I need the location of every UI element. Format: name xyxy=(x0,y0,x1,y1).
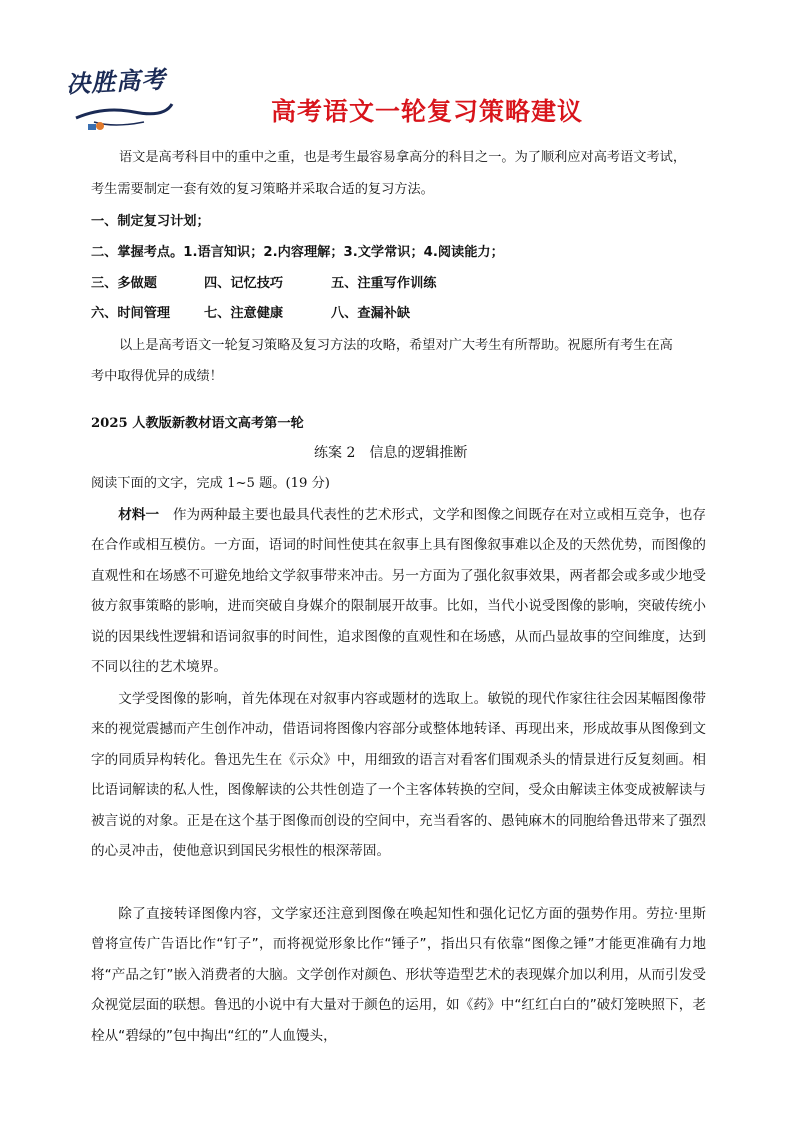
strategy-five: 五、注重写作训练 xyxy=(331,276,437,291)
strategy-one: 一、制定复习计划； xyxy=(91,214,210,229)
intro-line-2: 考生需要制定一套有效的复习策略并采取合适的复习方法。 xyxy=(91,182,434,197)
material-paragraph-1 xyxy=(91,500,706,682)
material-paragraph-1-text: 作为两种最主要也最具代表性的艺术形式，文学和图像之间既存在对立或相互竞争，也存在合作或相互模仿。一方面，语词的时间性使其在叙事上具有图像叙事难以企及的天然优势，而图像的直观性和在场感不可避免地给文学叙事带来冲击。另一方面为了强化叙事效果，两者都会或多或少地受彼方叙事策略的影响，进而突破自身媒介的限制展开故事。比如，当代小说受图像的影响，突破传统小说的因果线性逻辑和语词叙事的时间性，追求图像的直观性和在场感，从而凸显故事的空间维度，达到不同以往的艺术境界。 xyxy=(91,507,706,676)
closing-line-1: 以上是高考语文一轮复习策略及复习方法的攻略，希望对广大考生有所帮助。祝愿所有考生在高 xyxy=(119,338,673,353)
page-title: 高考语文一轮复习策略建议 xyxy=(270,97,583,126)
strategy-four: 四、记忆技巧 xyxy=(204,276,284,291)
instruction: 阅读下面的文字，完成 1~5 题。(19 分) xyxy=(91,476,330,491)
logo-text: 决胜高考 xyxy=(65,64,167,99)
strategy-seven: 七、注意健康 xyxy=(204,306,284,321)
strategy-six: 六、时间管理 xyxy=(91,306,171,321)
intro-line-1: 语文是高考科目中的重中之重，也是考生最容易拿高分的科目之一。为了顺利应对高考语文考试， xyxy=(119,150,687,165)
strategy-three: 三、多做题 xyxy=(91,276,157,291)
strategy-two: 二、掌握考点。1.语言知识；2.内容理解；3.文学常识；4.阅读能力； xyxy=(91,245,504,260)
closing-line-2: 考中取得优异的成绩！ xyxy=(91,369,223,384)
material-label: 材料一 xyxy=(118,507,160,523)
material-paragraph-3: 除了直接转译图像内容，文学家还注意到图像在唤起知性和强化记忆方面的强势作用。劳拉·里斯曾将宣传广告语比作“钉子”，而将视觉形象比作“锤子”，指出只有依靠“图像之锤”才能更准确有力地将“产品之钉”嵌入消费者的大脑。文学创作对颜色、形状等造型艺术的表现媒介加以利用，从而引发受众视觉层面的联想。鲁迅的小说中有大量对于颜色的运用，如《药》中“红红白白的”破灯笼映照下，老栓从“碧绿的”包中掏出“红的”人血馒头， xyxy=(91,906,706,1044)
series-title: 2025 人教版新教材语文高考第一轮 xyxy=(91,416,304,431)
material-paragraph-2: 文学受图像的影响，首先体现在对叙事内容或题材的选取上。敏锐的现代作家往往会因某幅图像带来的视觉震撼而产生创作冲动，借语词将图像内容部分或整体地转译、再现出来，形成故事从图像到文字的同质异构转化。鲁迅先生在《示众》中，用细致的语言对看客们围观杀头的情景进行反复刻画。相比语词解读的私人性，图像解读的公共性创造了一个主客体转换的空间，受众由解读主体变成被解读与被言说的对象。正是在这个基于图像而创设的空间中，充当看客的、愚钝麻木的同胞给鲁迅带来了强烈的心灵冲击，使他意识到国民劣根性的根深蒂固。 xyxy=(91,691,706,860)
case-title: 练案 2 信息的逻辑推断 xyxy=(314,445,468,461)
strategy-eight: 八、查漏补缺 xyxy=(331,306,411,321)
